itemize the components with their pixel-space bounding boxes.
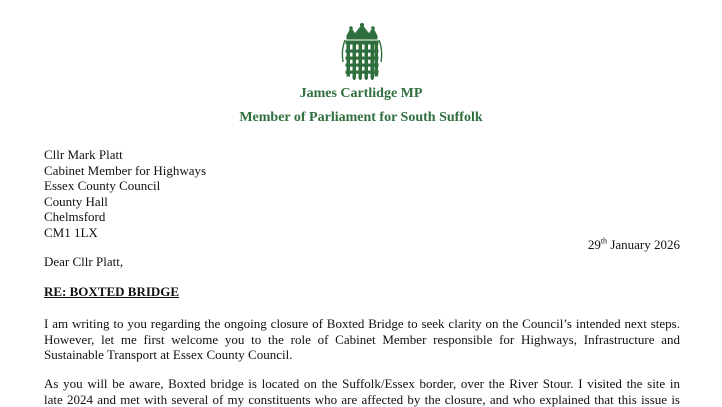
salutation: Dear Cllr Platt, [44, 254, 123, 270]
paragraph-line: However, let me first welcome you to the role of Cabinet Member responsible for Highways, Infrastructure and [44, 332, 680, 348]
paragraph-line: I am writing to you regarding the ongoing closure of Boxted Bridge to seek clarity on the Council’s intended next steps. [44, 316, 680, 332]
address-line: Cllr Mark Platt [44, 147, 206, 163]
address-line: Chelmsford [44, 209, 206, 225]
letterhead-name: James Cartlidge MP [0, 86, 722, 102]
paragraph-line: Sustainable Transport at Essex County Council. [44, 347, 680, 363]
date-suffix: th [601, 237, 607, 246]
paragraph [44, 316, 680, 363]
date-day: 29 [588, 237, 601, 252]
paragraph [44, 376, 680, 407]
portcullis-icon [339, 22, 385, 80]
subject-line: RE: BOXTED BRIDGE [44, 284, 179, 300]
address-line: CM1 1LX [44, 225, 206, 241]
address-line: Cabinet Member for Highways [44, 163, 206, 179]
recipient-address [44, 147, 206, 240]
address-line: County Hall [44, 194, 206, 210]
letter-date [588, 237, 680, 253]
date-rest: January 2026 [610, 237, 680, 252]
paragraph-line: As you will be aware, Boxted bridge is located on the Suffolk/Essex border, over the River Stour. I visited the site in [44, 376, 680, 392]
paragraph-line: late 2024 and met with several of my constituents who are affected by the closure, and who explained that this issue is [44, 392, 680, 407]
address-line: Essex County Council [44, 178, 206, 194]
letterhead-role: Member of Parliament for South Suffolk [0, 110, 722, 126]
